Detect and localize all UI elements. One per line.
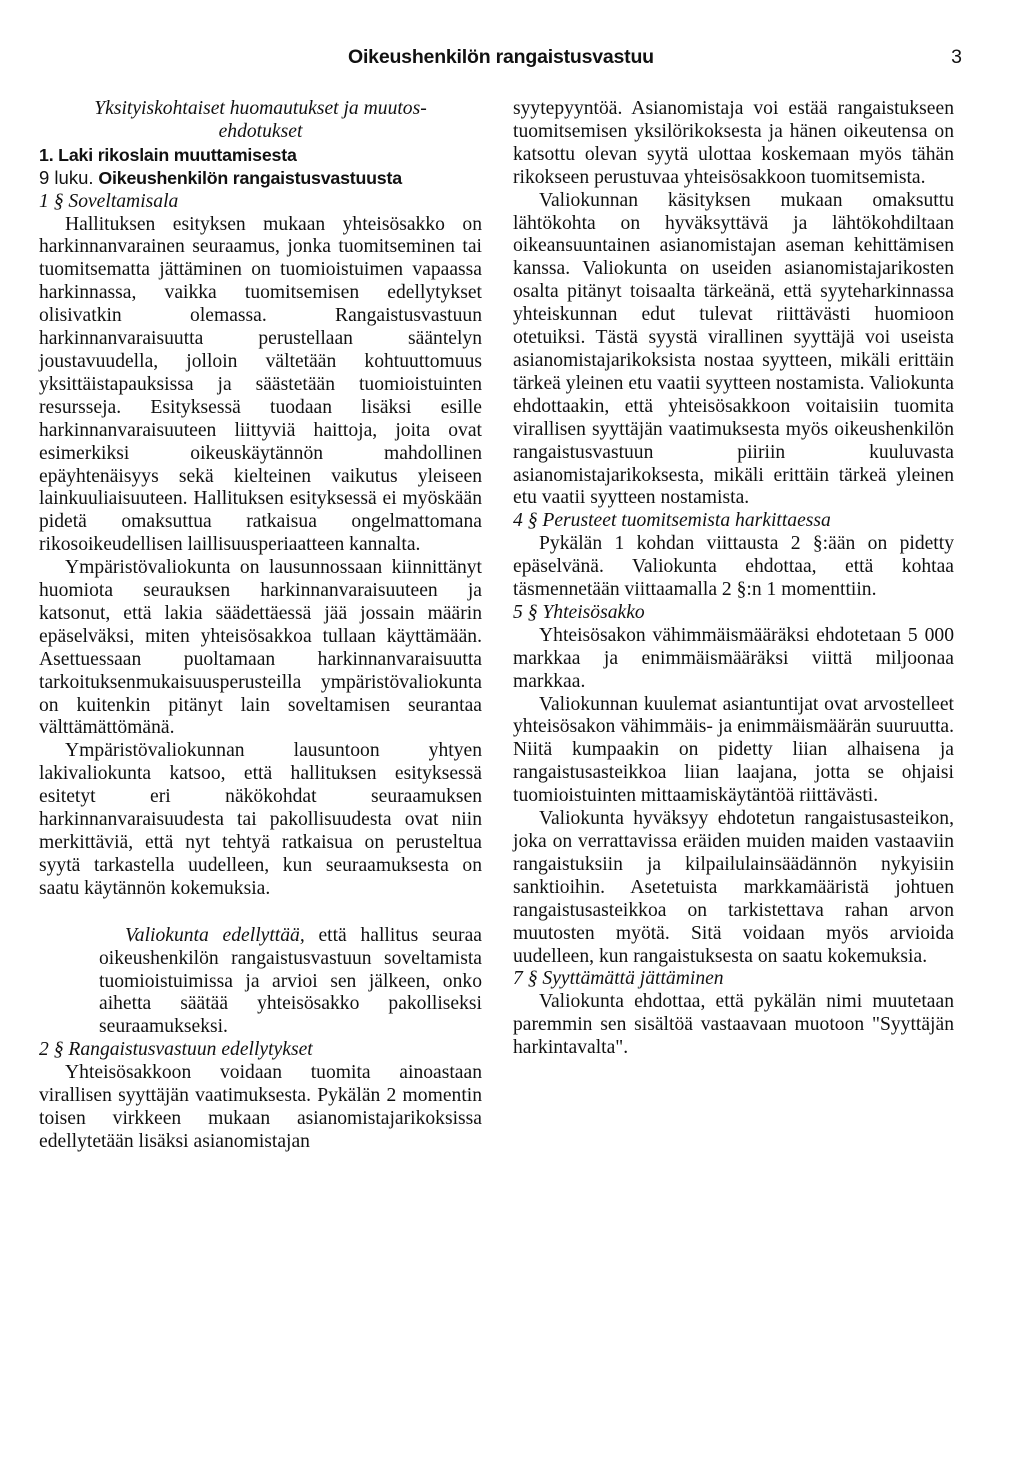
section-5-title: 5 § Yhteisösakko <box>513 601 645 623</box>
section-7-title: 7 § Syyttämättä jättäminen <box>513 968 724 990</box>
section-4-title: 4 § Perusteet tuomitsemista harkittaessa <box>513 510 831 532</box>
statement-lead: Valiokunta edellyttää, <box>125 924 305 946</box>
committee-statement <box>39 925 482 1040</box>
chapter-title: Oikeushenkilön rangaistusvastuusta <box>98 167 402 188</box>
section-2-paragraph-1: Yhteisösakkoon voidaan tuomita ainoastaan virallisen syyttäjän vaatimuksesta. Pykälän 2 momentin toisen virkkeen mukaan asianomistajarikoksissa edellytetään lisäksi asianomistajan <box>39 1062 482 1152</box>
section-5-paragraph-3: Valiokunta hyväksyy ehdotetun rangaistusasteikon, joka on verrattavissa eräiden muiden maiden vastaaviin rangaistuksiin ja kilpailulainsäädännön nykyisiin sanktioihin. Asetetuista markkamääristä johtuen rangaistusasteikkoa on tarkistettava rahan arvon muutosten myötä. Sitä voidaan myös arvioida uudelleen, kun rangaistuksesta on saatu kokemuksia. <box>513 808 954 967</box>
section-1-paragraph-2: Ympäristövaliokunta on lausunnossaan kiinnittänyt huomiota seurauksen harkinnanvaraisuuteen ja katsonut, että lakia säädettäessä jää jossain määrin epäselväksi, miten yhteisösakkoa tullaan käyttämään. Asettuessaan puoltamaan harkinnanvaraisuutta tarkoituksenmukaisuusperusteilla ympäristövaliokunta on kuitenkin pitänyt lain soveltamisen seurantaa välttämättömänä. <box>39 557 482 739</box>
page-header <box>0 46 1024 76</box>
section-5-paragraph-2: Valiokunnan kuulemat asiantuntijat ovat arvostelleet yhteisösakon vähimmäis- ja enimmäismäärän suuruutta. Niitä kumpaakin on pidetty liian alhaisena ja rangaistusasteikkoa liian laajana, jotta se ohjaisi tuomioistuinten mittaamiskäytäntöä riittävästi. <box>513 693 954 807</box>
section-2-title: 2 § Rangaistusvastuun edellytykset <box>39 1039 313 1061</box>
chapter-number: 9 luku. <box>39 166 94 188</box>
section-1-paragraph-3: Ympäristövaliokunnan lausuntoon yhtyen lakivaliokunta katsoo, että hallituksen esityksessä esitetyt eri näkökohdat seuraamuksen harkinnanvaraisuudesta tai pakollisuudesta ovat niin merkittäviä, että nyt tehtyä ratkaisua on perusteltua syytä tarkastella uudelleen, kun seuraamuksesta on saatu käytännön kokemuksia. <box>39 740 482 899</box>
page-number: 3 <box>951 46 962 68</box>
right-column <box>513 98 954 1060</box>
section-1-paragraph-1: Hallituksen esityksen mukaan yhteisösakko on harkinnanvarainen seuraamus, jonka tuomitseminen tai tuomitsematta jättäminen on tuomioistuimen vapaassa harkinnassa, vaikka tuomitsemisen edellytykset olisivatkin olemassa. Rangaistusvastuun harkinnanvaraisuutta perustellaan sääntelyn joustavuudella, jolloin vältetään kohtuuttomuus yksittäistapauksissa ja säästetään tuomioistuinten resursseja. Esityksessä tuodaan lisäksi esille harkinnanvaraisuuteen liittyviä haittoja, joita ovat esimerkiksi oikeuskäytännön mahdollinen epäyhtenäisyys sekä kielteinen vaikutus yleiseen lainkuuliaisuuteen. Hallituksen esityksessä ei myöskään pidetä omaksuttua ratkaisua ongelmattomana rikosoikeudellisen laillisuusperiaatteen kannalta. <box>39 213 482 556</box>
running-title: Oikeushenkilön rangaistusvastuu <box>348 46 654 68</box>
statement-text: että hallitus seuraa oikeushenkilön rangaistusvastuun soveltamista tuomioistuimissa ja arvioi sen jälkeen, onko aihetta säätää yhteisösakko pakolliseksi seuraamukseksi. <box>99 924 482 1038</box>
section-1-title: 1 § Soveltamisala <box>39 190 179 212</box>
law-heading: 1. Laki rikoslain muuttamisesta <box>39 144 297 165</box>
section-7-paragraph-1: Valiokunta ehdottaa, että pykälän nimi muutetaan paremmin sen sisältöä vastaavaan muotoon "Syyttäjän harkintavalta". <box>513 991 954 1059</box>
left-column <box>39 98 482 1154</box>
section-heading: Yksityiskohtaiset huomautukset ja muutos-ehdotukset <box>94 98 427 142</box>
committee-view-paragraph: Valiokunnan käsityksen mukaan omaksuttu lähtökohta on hyväksyttävä ja lähtökohdiltaan oikeansuuntainen asianomistajan aseman kehittämisen kanssa. Valiokunta on useiden asianomistajarikosten osalta pitänyt toisaalta tärkeänä, että syyteharkinnassa yhteiskunnan edut tulevat riittävästi huomioon otetuiksi. Tästä syystä virallinen syyttäjä voi useista asianomistajarikoksista nostaa syytteen, mikäli erittäin tärkeä yleinen etu vaatii syytteen nostamista. Valiokunta ehdottaakin, että yhteisösakkoon voitaisiin tuomita virallisen syyttäjän vaatimuksesta myös oikeushenkilön rangaistusvastuun piiriin kuuluvasta asianomistajarikoksesta, mikäli erittäin tärkeä yleinen etu vaatii syytteen nostamista. <box>513 189 954 509</box>
chapter-heading <box>39 167 482 191</box>
section-5-paragraph-1: Yhteisösakon vähimmäismääräksi ehdotetaan 5 000 markkaa ja enimmäismääräksi viittä miljoonaa markkaa. <box>513 624 954 692</box>
continued-paragraph: syytepyyntöä. Asianomistaja voi estää rangaistukseen tuomitsemisen yksilörikoksesta ja hänen oikeutensa on katsottu olevan syytä ulottaa koskemaan myös tähän rikokseen perustuvaa yhteisösakkoon tuomitsemista. <box>513 98 954 188</box>
section-4-paragraph-1: Pykälän 1 kohdan viittausta 2 §:ään on pidetty epäselvänä. Valiokunta ehdottaa, että kohtaa täsmennetään viittaamalla 2 §:n 1 momenttiin. <box>513 533 954 601</box>
